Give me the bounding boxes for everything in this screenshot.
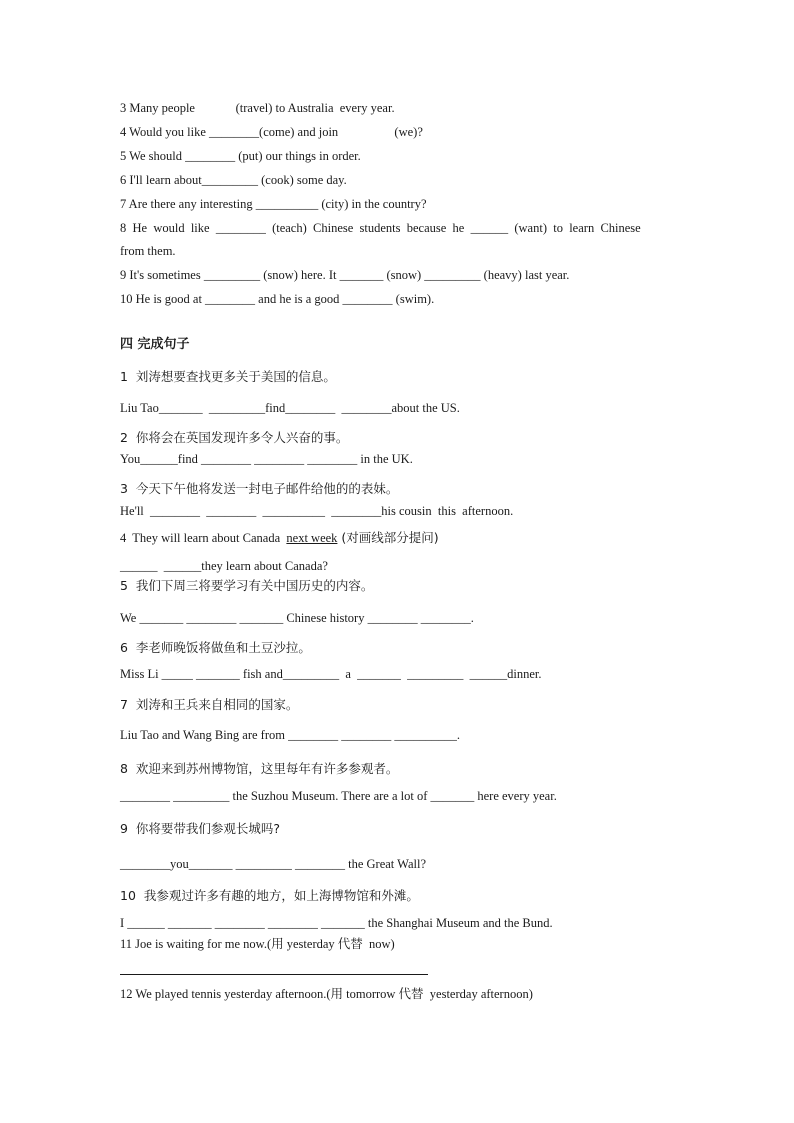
sentence-7-english: Liu Tao and Wang Bing are from ________ ________ __________.	[120, 728, 460, 742]
exercise-item-8-line1: 8 He would like ________ (teach) Chinese students because he ______ (want) to learn Chinese	[120, 221, 641, 235]
sentence-4-underlined: next week	[286, 531, 338, 545]
sentence-3-english: He'll ________ ________ __________ ________his cousin this afternoon.	[120, 504, 514, 518]
exercise-item-9: 9 It's sometimes _________ (snow) here. It _______ (snow) _________ (heavy) last year.	[120, 268, 570, 282]
sentence-7-chinese: 7 刘涛和王兵来自相同的国家。	[120, 697, 299, 712]
exercise-item-6: 6 I'll learn about_________ (cook) some day.	[120, 173, 347, 187]
exercise-item-5: 5 We should ________ (put) our things in order.	[120, 149, 361, 163]
sentence-8-english: ________ _________ the Suzhou Museum. There are a lot of _______ here every year.	[120, 789, 557, 803]
sentence-1-english: Liu Tao_______ _________find________ ________about the US.	[120, 401, 460, 415]
sentence-10-english: I ______ _______ ________ ________ _______ the Shanghai Museum and the Bund.	[120, 916, 553, 930]
sentence-2-chinese: 2 你将会在英国发现许多令人兴奋的事。	[120, 430, 349, 445]
sentence-8-chinese: 8 欢迎来到苏州博物馆，这里每年有许多参观者。	[120, 761, 399, 776]
sentence-3-chinese: 3 今天下午他将发送一封电子邮件给他的的表妹。	[120, 481, 399, 496]
sentence-5-english: We _______ ________ _______ Chinese history ________ ________.	[120, 611, 474, 625]
sentence-6-chinese: 6 李老师晚饭将做鱼和土豆沙拉。	[120, 640, 311, 655]
exercise-item-4: 4 Would you like ________(come) and join (we)?	[120, 125, 423, 139]
sentence-4-english: ______ ______they learn about Canada?	[120, 559, 328, 573]
sentence-6-english: Miss Li _____ _______ fish and_________ a _______ _________ ______dinner.	[120, 667, 542, 681]
sentence-11-prompt: 11 Joe is waiting for me now.(用 yesterday 代替 now)	[120, 937, 395, 951]
sentence-4-instruction: (对画线部分提问)	[337, 530, 439, 545]
sentence-9-english: ________you_______ _________ ________ the Great Wall?	[120, 857, 427, 871]
sentence-2-english: You______find ________ ________ ________ in the UK.	[120, 452, 413, 466]
sentence-11-answer-line	[120, 974, 428, 975]
section-heading: 四 完成句子	[120, 337, 190, 352]
exercise-item-8-line2: from them.	[120, 244, 176, 258]
sentence-12-prompt: 12 We played tennis yesterday afternoon.(用 tomorrow 代替 yesterday afternoon)	[120, 987, 533, 1001]
sentence-1-chinese: 1 刘涛想要查找更多关于美国的信息。	[120, 369, 336, 384]
exercise-item-3: 3 Many people (travel) to Australia every year.	[120, 101, 395, 115]
sentence-4-text: 4 They will learn about Canada	[120, 531, 287, 545]
exercise-item-10: 10 He is good at ________ and he is a good ________ (swim).	[120, 292, 435, 306]
sentence-10-chinese: 10 我参观过许多有趣的地方，如上海博物馆和外滩。	[120, 888, 419, 903]
sentence-5-chinese: 5 我们下周三将要学习有关中国历史的内容。	[120, 578, 374, 593]
sentence-4-prompt	[120, 530, 439, 546]
exercise-item-7: 7 Are there any interesting __________ (city) in the country?	[120, 197, 427, 211]
sentence-9-chinese: 9 你将要带我们参观长城吗?	[120, 821, 281, 836]
